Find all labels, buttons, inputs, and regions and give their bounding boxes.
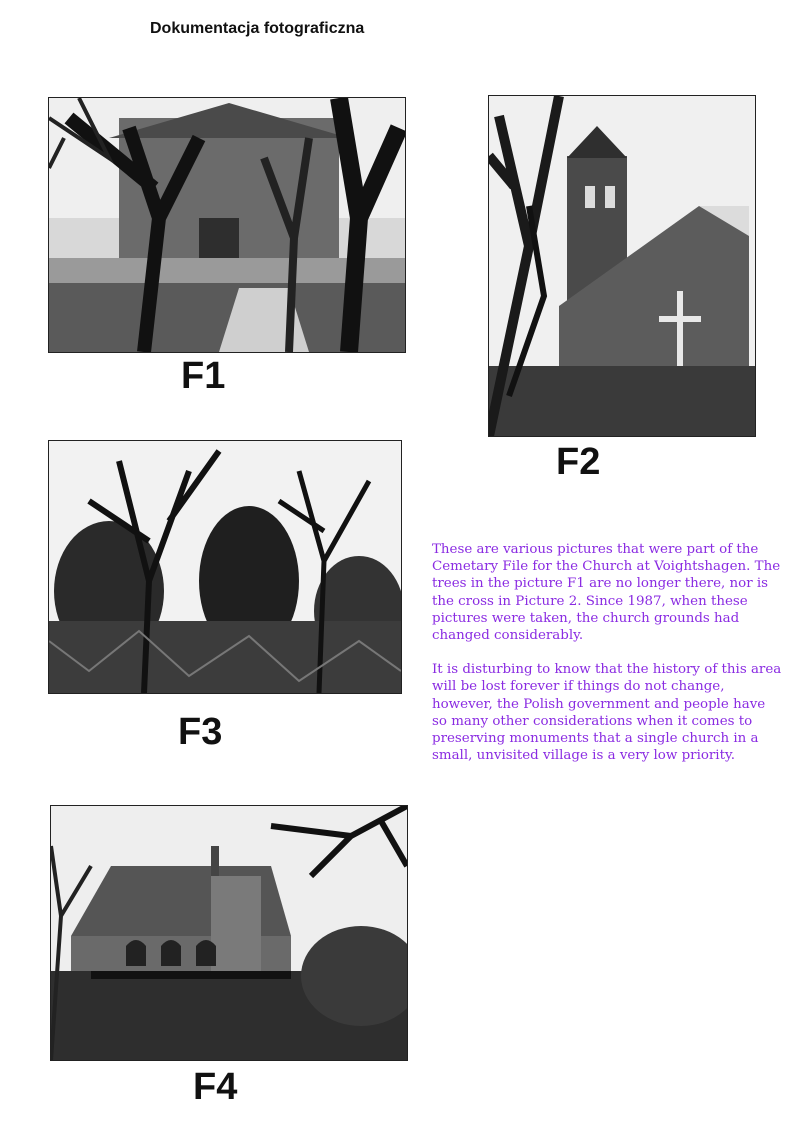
photo-f4-image xyxy=(51,806,407,1060)
page-title: Dokumentacja fotograficzna xyxy=(150,20,365,37)
figure-label-f2: F2 xyxy=(556,441,601,483)
photo-f3-image xyxy=(49,441,401,693)
photo-f3 xyxy=(48,440,402,694)
photo-f4 xyxy=(50,805,408,1061)
photo-f1 xyxy=(48,97,406,353)
notes-paragraph-2: It is disturbing to know that the history of this area will be lost forever if things do not change, however, the Polish government and people have so many other considerations when it comes to preserving monuments that a single church in a small, unvisited village is a very low priority. xyxy=(432,662,782,764)
figure-label-f4: F4 xyxy=(193,1066,238,1108)
photo-f2 xyxy=(488,95,756,437)
figure-label-f3: F3 xyxy=(178,711,223,753)
notes-paragraph-1: These are various pictures that were part of the Cemetary File for the Church at Voightshagen. The trees in the picture F1 are no longer there, nor is the cross in Picture 2. Since 1987, when these pictures were taken, the church grounds had changed considerably. xyxy=(432,542,781,644)
notes-block xyxy=(432,541,782,764)
photo-f2-image xyxy=(489,96,755,436)
photo-f1-image xyxy=(49,98,405,352)
figure-label-f1: F1 xyxy=(181,355,226,397)
